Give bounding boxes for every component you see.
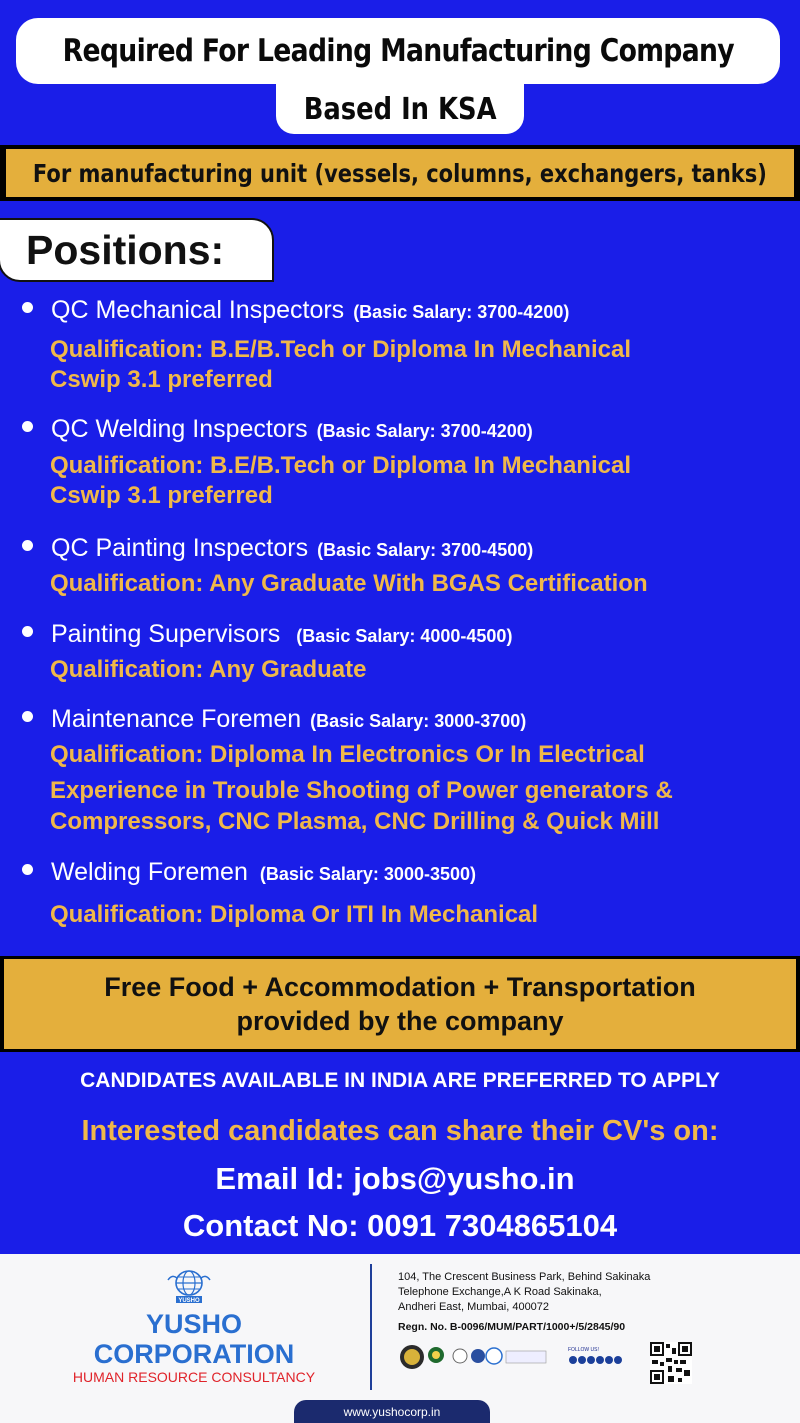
footer-divider [370,1264,372,1390]
bullet-icon [22,540,33,551]
unit-bar [0,145,800,201]
interested-text: Interested candidates can share their CV's on: [81,1115,719,1147]
job-salary: (Basic Salary: 3000-3500) [259,864,476,884]
positions-heading: Positions: [26,226,225,273]
poster-title: Required For Leading Manufacturing Company [62,33,734,69]
bullet-icon [22,864,33,875]
company-address: 104, The Crescent Business Park, Behind Sakinaka Telephone Exchange,A K Road Sakinaka, Andheri East, Mumbai, 400072 [398,1271,651,1313]
job-title: QC Painting Inspectors [51,534,309,562]
job-title: QC Welding Inspectors [51,415,308,443]
title-banner [16,18,780,84]
social-icon [569,1356,577,1364]
social-icon [614,1356,622,1364]
job-qualification: Qualification: Diploma Or ITI In Mechanical [50,901,539,928]
social-icons [568,1355,628,1365]
job-title: Maintenance Foremen [51,705,302,733]
job-qualification-note: Cswip 3.1 preferred [50,482,273,509]
bullet-icon [22,421,33,432]
job-qualification-note: Cswip 3.1 preferred [50,366,273,393]
certification-badge-icon [453,1349,467,1363]
job-title: Welding Foremen [51,858,248,886]
bullet-icon [22,302,33,313]
preference-note: CANDIDATES AVAILABLE IN INDIA ARE PREFERRED TO APPLY [80,1069,720,1092]
social-icon [596,1356,604,1364]
job-qualification: Qualification: Any Graduate [50,656,367,683]
company-tagline: HUMAN RESOURCE CONSULTANCY [72,1369,316,1385]
follow-label: FOLLOW US! [568,1347,599,1353]
contact-number[interactable]: Contact No: 0091 7304865104 [182,1208,618,1243]
social-icon [578,1356,586,1364]
job-qualification: Qualification: B.E/B.Tech or Diploma In Mechanical [50,452,631,479]
unit-text: For manufacturing unit (vessels, columns, exchangers, tanks) [33,158,767,188]
job-salary: (Basic Salary: 4000-4500) [296,626,513,646]
globe-logo-icon [164,1268,214,1304]
job-salary: (Basic Salary: 3700-4500) [317,540,534,560]
logo-small-text: YUSHO [178,1298,200,1304]
subtitle-banner [276,84,524,134]
poster-subtitle: Based In KSA [303,91,497,127]
job-salary: (Basic Salary: 3000-3700) [310,711,527,731]
certification-badges [398,1343,558,1371]
company-name: YUSHO [145,1309,243,1339]
positions-heading-tab [0,218,274,282]
registration-number: Regn. No. B-0096/MUM/PART/1000+/5/2845/90 [398,1321,626,1333]
website-pill[interactable] [294,1400,490,1423]
benefits-bar [0,956,800,1052]
footer [0,1254,800,1423]
social-icon [605,1356,613,1364]
email-link[interactable]: Email Id: jobs@yusho.in [215,1161,575,1196]
bullet-icon [22,626,33,637]
job-experience: Compressors, CNC Plasma, CNC Drilling & Quick Mill [50,808,660,835]
job-qualification: Qualification: Any Graduate With BGAS Certification [50,570,648,597]
job-title: Painting Supervisors [51,620,281,648]
job-experience: Experience in Trouble Shooting of Power generators & [50,777,673,804]
bullet-icon [22,711,33,722]
company-name-line2: CORPORATION [93,1339,295,1369]
social-icon [587,1356,595,1364]
job-salary: (Basic Salary: 3700-4200) [353,302,570,322]
trace-badge-icon [506,1351,546,1363]
job-title: QC Mechanical Inspectors [51,296,345,324]
job-salary: (Basic Salary: 3700-4200) [316,421,533,441]
certification-badge-icon [471,1349,485,1363]
certification-badge-icon [486,1348,502,1364]
job-qualification: Qualification: B.E/B.Tech or Diploma In Mechanical [50,336,631,363]
job-qualification: Qualification: Diploma In Electronics Or In Electrical [50,741,645,768]
benefits-line: provided by the company [236,1006,564,1036]
benefits-line: Free Food + Accommodation + Transportation [104,972,696,1002]
qr-code-icon[interactable] [650,1342,692,1384]
website-link[interactable]: www.yushocorp.in [343,1404,441,1419]
